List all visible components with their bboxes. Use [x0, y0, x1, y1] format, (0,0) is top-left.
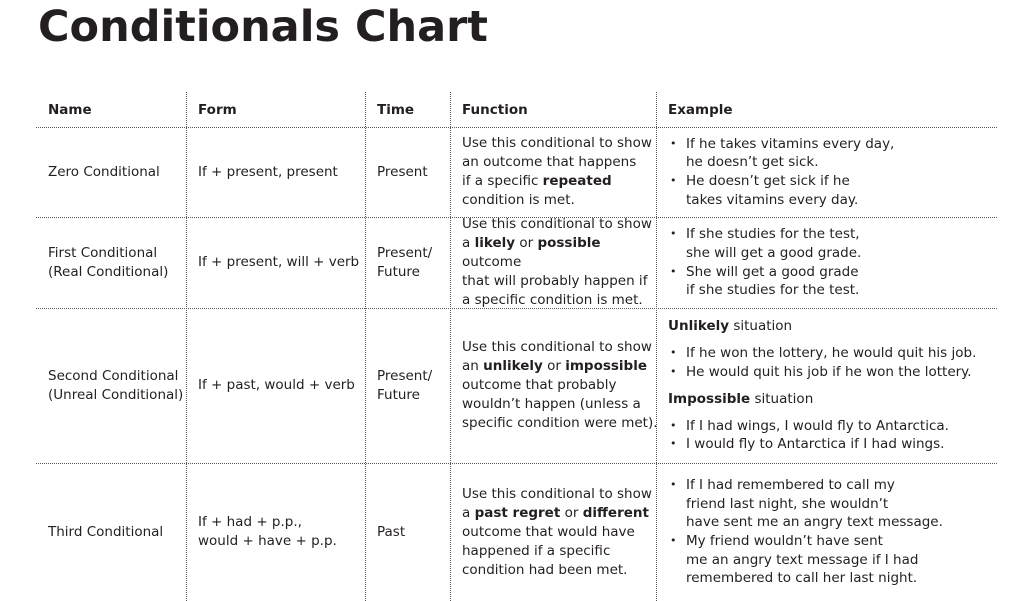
row-time: Past [377, 523, 406, 540]
list-item: • If I had remembered to call my friend last night, she wouldn’t have sent me an angry text message. [668, 476, 943, 532]
row-function: Use this conditional to show a likely or possible outcome that will probably happen if a specific condition is met. [462, 216, 652, 308]
row-time: Present/ Future [377, 244, 433, 280]
row-name: First Conditional (Real Conditional) [48, 244, 169, 280]
row-form: If + had + p.p., would + have + p.p. [198, 514, 337, 549]
row-name: Second Conditional (Unreal Conditional) [48, 367, 184, 403]
table-header-row [36, 92, 997, 127]
list-item: • He doesn’t get sick if he takes vitamins every day. [668, 172, 894, 209]
group-heading-impossible: Impossible situation [668, 390, 814, 407]
header-time: Time [377, 101, 415, 118]
row-name: Third Conditional [48, 523, 164, 540]
example-list [668, 417, 976, 454]
list-item: • If she studies for the test, she will get a good grade. [668, 225, 861, 262]
row-form: If + present, present [198, 163, 338, 180]
row-time: Present [377, 163, 428, 180]
header-name: Name [48, 101, 92, 118]
row-function: Use this conditional to show a past regret or different outcome that would have happened if a specific condition had been met. [462, 485, 652, 578]
header-function: Function [462, 101, 528, 118]
row-name: Zero Conditional [48, 163, 160, 180]
list-item: • I would fly to Antarctica if I had wings. [668, 435, 976, 454]
header-example: Example [668, 101, 733, 118]
conditionals-table [36, 92, 997, 601]
row-time: Present/ Future [377, 367, 433, 403]
list-item: • If I had wings, I would fly to Antarctica. [668, 417, 976, 436]
example-list [668, 225, 861, 300]
list-item: • My friend wouldn’t have sent me an angry text message if I had remembered to call her last night. [668, 532, 943, 588]
list-item: • If he takes vitamins every day, he doesn’t get sick. [668, 135, 894, 172]
example-list [668, 476, 943, 588]
row-form: If + past, would + verb [198, 377, 355, 393]
example-list [668, 344, 976, 381]
row-form: If + present, will + verb [198, 254, 360, 270]
row-function: Use this conditional to show an outcome that happens if a specific repeated condition is met. [462, 135, 652, 208]
list-item: • He would quit his job if he won the lottery. [668, 363, 976, 382]
list-item: • She will get a good grade if she studies for the test. [668, 263, 861, 300]
table-row-zero-conditional [36, 127, 997, 217]
example-groups [668, 317, 976, 454]
list-item: • If he won the lottery, he would quit his job. [668, 344, 976, 363]
header-form: Form [198, 101, 237, 118]
example-list [668, 135, 894, 210]
table-row-second-conditional [36, 308, 997, 463]
table-row-first-conditional [36, 217, 997, 308]
table-row-third-conditional [36, 463, 997, 601]
page-title: Conditionals Chart [38, 2, 488, 52]
row-function: Use this conditional to show an unlikely or impossible outcome that probably wouldn’t happen (unless a specific condition were met). [462, 339, 658, 431]
group-heading-unlikely: Unlikely situation [668, 318, 793, 335]
